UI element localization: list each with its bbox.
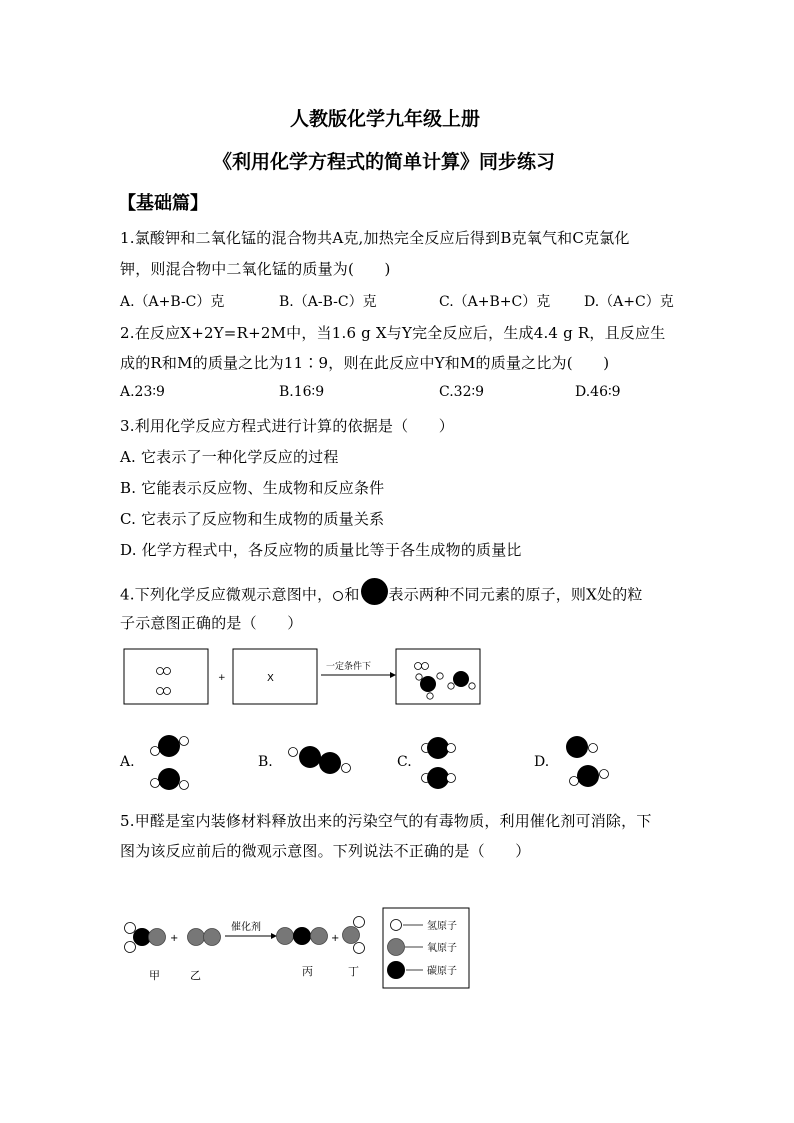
legend-carbon-icon (387, 961, 405, 979)
white-atom (469, 683, 475, 689)
white-atom (289, 748, 298, 757)
white-atom (125, 942, 136, 953)
section-heading: 【基础篇】 (118, 193, 208, 214)
q3-option-a: A. 它表示了一种化学反应的过程 (120, 448, 339, 466)
q2-line1: 2.在反应X+2Y=R+2M中，当1.6 g X与Y完全反应后，生成4.4 g R，且反应生 (120, 324, 666, 342)
q4-line1-text-c: 表示两种不同元素的原子，则X处的粒 (388, 585, 643, 604)
q4-option-a-label: A. (120, 754, 135, 770)
box-x-label: X (267, 673, 274, 684)
white-atom (157, 668, 164, 675)
q5-line2: 图为该反应前后的微观示意图。下列说法不正确的是（ ） (120, 842, 531, 860)
black-atom (293, 927, 311, 945)
white-atom (589, 744, 598, 753)
black-atom (427, 767, 449, 789)
white-atom (151, 747, 160, 756)
q3-stem: 3.利用化学反应方程式进行计算的依据是（ ） (120, 417, 454, 435)
legend-oxygen-icon (388, 939, 405, 956)
q4-option-b-diagram (283, 738, 355, 780)
reactant-box-x (233, 649, 317, 704)
q3-option-c: C. 它表示了反应物和生成物的质量关系 (120, 510, 385, 528)
legend-hydrogen-label: 氢原子 (427, 921, 457, 932)
white-atom (570, 777, 579, 786)
white-atom (447, 744, 456, 753)
white-atom (415, 663, 422, 670)
q4-option-b-label: B. (258, 754, 273, 770)
white-atom (437, 673, 443, 679)
legend-hydrogen-icon (391, 920, 402, 931)
black-atom (566, 736, 588, 758)
q2-option-c: C.32∶9 (439, 384, 485, 400)
grey-atom (204, 929, 221, 946)
q4-option-c-label: C. (397, 754, 412, 770)
arrow-label: 催化剂 (231, 922, 261, 933)
title-line1: 人教版化学九年级上册 (290, 108, 481, 130)
title-line2: 《利用化学方程式的简单计算》同步练习 (213, 151, 556, 173)
black-atom (319, 752, 341, 774)
black-atom (453, 671, 469, 687)
q5-reaction-diagram (115, 900, 475, 995)
label-bing: 丙 (302, 965, 313, 978)
black-atom (158, 768, 180, 790)
q4-line1-text-b: 和 (344, 585, 360, 604)
white-atom (354, 943, 365, 954)
arrow-label: 一定条件下 (326, 662, 372, 672)
white-atom (416, 674, 422, 680)
grey-atom (188, 929, 205, 946)
label-ding: 丁 (348, 965, 359, 978)
q4-line2: 子示意图正确的是（ ） (120, 614, 303, 632)
white-atom (180, 737, 189, 746)
q4-line1-text-a: 4.下列化学反应微观示意图中， (120, 585, 333, 604)
q4-option-d-diagram (560, 730, 615, 795)
black-atom (420, 676, 436, 692)
white-atom (448, 683, 454, 689)
q4-option-d-label: D. (534, 754, 550, 770)
legend-oxygen-label: 氧原子 (427, 943, 457, 954)
white-atom (427, 693, 433, 699)
q1-option-b: B.（A-B-C）克 (279, 294, 377, 310)
white-atom (125, 923, 136, 934)
q1-line2: 钾，则混合物中二氧化锰的质量为( ) (120, 260, 391, 278)
white-atom (157, 688, 164, 695)
white-atom (180, 781, 189, 790)
white-atom (422, 663, 429, 670)
q4-line1 (120, 582, 643, 609)
black-atom-icon (361, 578, 388, 605)
arrow-head-icon (390, 672, 396, 678)
q2-option-b: B.16∶9 (279, 384, 325, 400)
white-atom (600, 770, 609, 779)
white-atom (342, 764, 351, 773)
q2-option-a: A.23∶9 (120, 384, 165, 400)
q2-line2: 成的R和M的质量之比为11∶9，则在此反应中Y和M的质量之比为( ) (120, 354, 610, 372)
grey-atom (311, 928, 328, 945)
q3-option-d: D. 化学方程式中，各反应物的质量比等于各生成物的质量比 (120, 541, 522, 559)
reactant-box-1 (124, 649, 208, 704)
white-atom-icon (333, 591, 343, 601)
q1-option-c: C.（A+B+C）克 (439, 294, 551, 310)
white-atom (164, 668, 171, 675)
white-atom (151, 779, 160, 788)
q2-option-d: D.46∶9 (575, 384, 621, 400)
black-atom (577, 765, 599, 787)
plus-sign: + (218, 673, 226, 683)
label-yi: 乙 (190, 969, 201, 982)
legend-carbon-label: 碳原子 (427, 966, 457, 977)
grey-atom (149, 929, 166, 946)
grey-atom (343, 927, 360, 944)
plus-sign-1: + (170, 933, 179, 944)
white-atom (164, 688, 171, 695)
q4-reaction-diagram (118, 640, 488, 710)
q4-option-c-diagram (418, 730, 468, 795)
black-atom (158, 735, 180, 757)
plus-sign-2: + (331, 933, 340, 944)
q1-line1: 1.氯酸钾和二氧化锰的混合物共A克,加热完全反应后得到B克氧气和C克氯化 (120, 229, 630, 247)
q1-option-a: A.（A+B-C）克 (120, 294, 225, 310)
q5-line1: 5.甲醛是室内装修材料释放出来的污染空气的有毒物质，利用催化剂可消除，下 (120, 812, 652, 830)
white-atom (354, 917, 365, 928)
white-atom (447, 774, 456, 783)
q1-option-d: D.（A+C）克 (584, 294, 674, 310)
black-atom (427, 737, 449, 759)
q3-option-b: B. 它能表示反应物、生成物和反应条件 (120, 479, 385, 497)
grey-atom (277, 928, 294, 945)
black-atom (299, 746, 321, 768)
q4-option-a-diagram (145, 730, 195, 795)
label-jia: 甲 (149, 969, 160, 982)
